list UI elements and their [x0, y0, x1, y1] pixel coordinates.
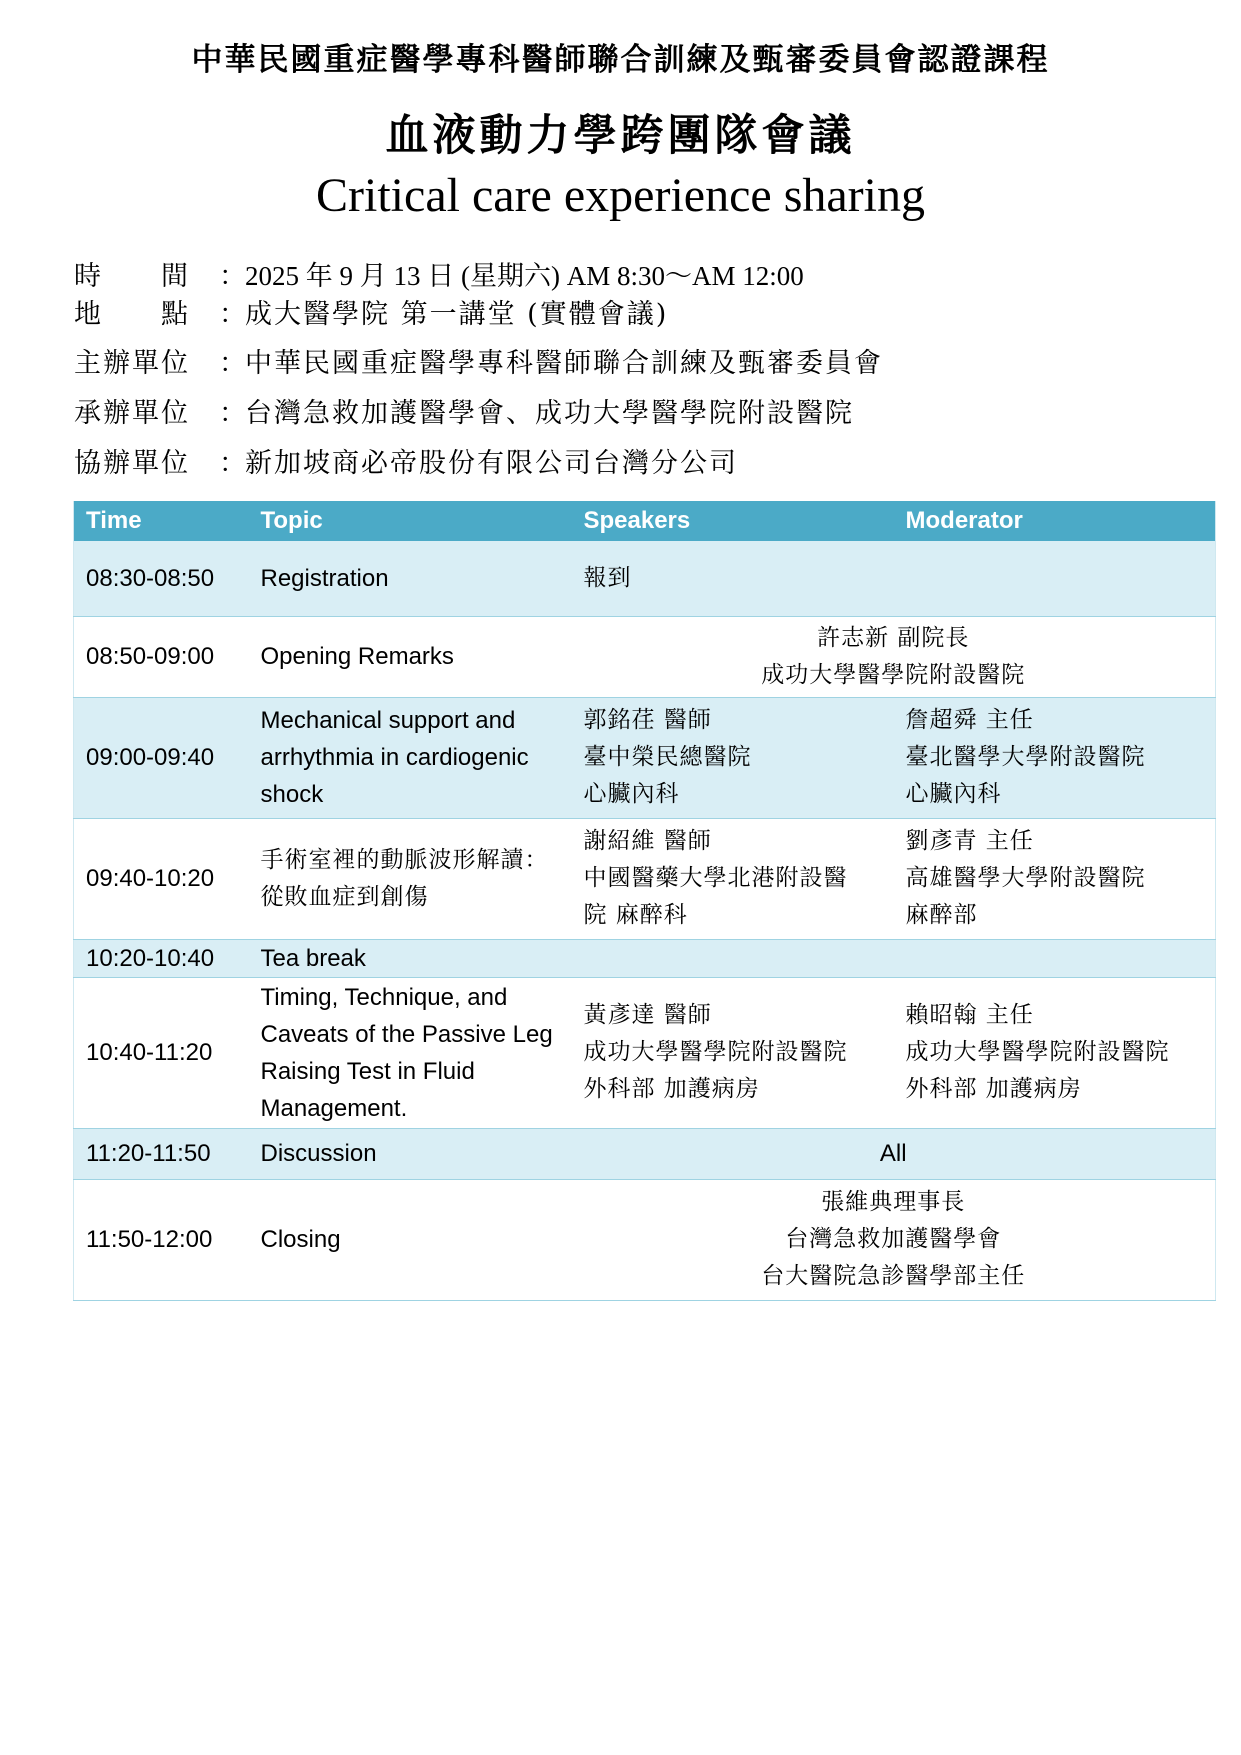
info-place-label: 地 點 — [74, 299, 190, 330]
row-topic: Discussion — [249, 1128, 572, 1179]
info-colon: ： — [219, 348, 246, 379]
table-row — [74, 977, 1216, 1128]
table-row — [74, 616, 1216, 697]
speaker-line: 臺中榮民總醫院 — [583, 744, 752, 770]
table-row — [74, 697, 1216, 818]
row-moderator — [894, 541, 1216, 616]
row-time: 08:50-09:00 — [74, 616, 249, 697]
row-speaker — [572, 977, 894, 1128]
info-co-organizer-value: 新加坡商必帝股份有限公司台灣分公司 — [245, 448, 738, 479]
moderator-line: 臺北醫學大學附設醫院 — [905, 744, 1146, 770]
row-speaker: 報到 — [572, 541, 894, 616]
row-moderator — [894, 697, 1216, 818]
table-row — [74, 1179, 1216, 1300]
info-colon: ： — [219, 398, 246, 429]
table-row — [74, 939, 1216, 977]
info-colon: ： — [219, 261, 246, 292]
speaker-line: 黃彥達 醫師 — [583, 1002, 712, 1028]
info-host-value: 中華民國重症醫學專科醫師聯合訓練及甄審委員會 — [245, 348, 883, 379]
speaker-line: 成功大學醫學院附設醫院 — [761, 661, 1026, 688]
moderator-line: 詹超舜 主任 — [905, 707, 1034, 733]
header-time: Time — [74, 501, 249, 541]
info-time-label: 時 間 — [74, 261, 190, 292]
info-co-organizer — [74, 441, 738, 480]
moderator-line: 外科部 加護病房 — [905, 1076, 1082, 1102]
row-time: 08:30-08:50 — [74, 541, 249, 616]
row-time: 10:20-10:40 — [74, 939, 249, 977]
header-moderator: Moderator — [894, 501, 1216, 541]
row-time: 11:50-12:00 — [74, 1179, 249, 1300]
schedule-table — [73, 501, 1216, 1301]
speaker-line: 張維典理事長 — [821, 1189, 966, 1215]
speaker-line: 院 麻醉科 — [583, 902, 688, 928]
info-place — [74, 292, 668, 331]
info-organizer — [74, 391, 854, 430]
organization-title: 中華民國重症醫學專科醫師聯合訓練及甄審委員會認證課程 — [191, 42, 1050, 78]
row-speaker-merged — [572, 616, 1216, 697]
info-organizer-value: 台灣急救加護醫學會、成功大學醫學院附設醫院 — [245, 398, 854, 429]
row-speaker — [572, 939, 894, 977]
page-subtitle: Critical care experience sharing — [316, 169, 925, 222]
info-colon: ： — [219, 448, 246, 479]
info-organizer-label: 承辦單位 — [74, 398, 190, 429]
speaker-line: 成功大學醫學院附設醫院 — [583, 1039, 848, 1065]
info-time — [74, 254, 804, 293]
row-speaker — [572, 818, 894, 939]
row-time: 11:20-11:50 — [74, 1128, 249, 1179]
table-row — [74, 1128, 1216, 1179]
info-host — [74, 341, 883, 380]
table-row — [74, 818, 1216, 939]
speaker-line: 台大醫院急診醫學部主任 — [761, 1263, 1026, 1289]
row-topic: Timing, Technique, and Caveats of the Passive Leg Raising Test in Fluid Management. — [249, 977, 572, 1128]
row-topic: Registration — [249, 541, 572, 616]
moderator-line: 麻醉部 — [905, 902, 978, 928]
speaker-line: 台灣急救加護醫學會 — [785, 1226, 1002, 1252]
row-speaker-merged: All — [572, 1128, 1216, 1179]
header-topic: Topic — [249, 501, 572, 541]
moderator-line: 心臟內科 — [905, 781, 1002, 807]
row-topic: Closing — [249, 1179, 572, 1300]
row-time: 10:40-11:20 — [74, 977, 249, 1128]
row-topic: Opening Remarks — [249, 616, 572, 697]
row-time: 09:40-10:20 — [74, 818, 249, 939]
row-moderator — [894, 977, 1216, 1128]
info-colon: ： — [219, 299, 246, 330]
row-topic: Tea break — [249, 939, 572, 977]
row-time: 09:00-09:40 — [74, 697, 249, 818]
speaker-line: 心臟內科 — [583, 781, 680, 807]
row-moderator — [894, 939, 1216, 977]
speaker-line: 中國醫藥大學北港附設醫 — [583, 865, 848, 891]
moderator-line: 賴昭翰 主任 — [905, 1002, 1034, 1028]
table-row — [74, 541, 1216, 616]
header-speakers: Speakers — [572, 501, 894, 541]
moderator-line: 高雄醫學大學附設醫院 — [905, 865, 1146, 891]
info-time-value: 2025 年 9 月 13 日 (星期六) AM 8:30～AM 12:00 — [245, 261, 804, 291]
info-host-label: 主辦單位 — [74, 348, 190, 379]
info-co-organizer-label: 協辦單位 — [74, 448, 190, 479]
schedule-header-row — [74, 501, 1216, 541]
info-place-value: 成大醫學院 第一講堂 (實體會議) — [245, 299, 669, 330]
row-moderator — [894, 818, 1216, 939]
speaker-line: 許志新 副院長 — [817, 624, 970, 651]
row-topic: 手術室裡的動脈波形解讀：從敗血症到創傷 — [249, 818, 572, 939]
row-speaker — [572, 697, 894, 818]
row-speaker-merged — [572, 1179, 1216, 1300]
speaker-line: 外科部 加護病房 — [583, 1076, 760, 1102]
page-title: 血液動力學跨團隊會議 — [385, 111, 856, 161]
speaker-line: 郭銘荏 醫師 — [583, 707, 712, 733]
moderator-line: 成功大學醫學院附設醫院 — [905, 1039, 1170, 1065]
row-topic: Mechanical support and arrhythmia in cardiogenic shock — [249, 697, 572, 818]
speaker-line: 謝紹維 醫師 — [583, 828, 712, 854]
moderator-line: 劉彥青 主任 — [905, 828, 1034, 854]
